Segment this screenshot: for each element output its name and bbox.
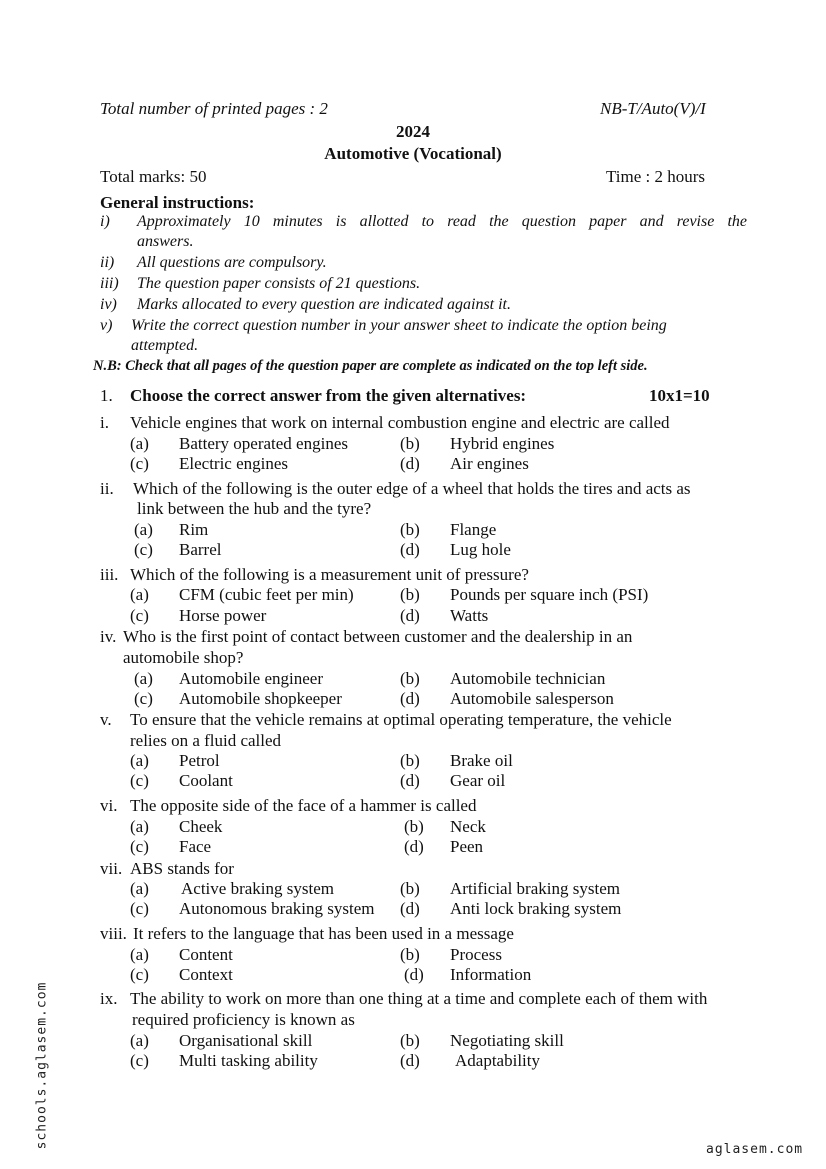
section-title: Choose the correct answer from the given alternatives:: [130, 386, 527, 405]
section-number: 1.: [100, 386, 113, 405]
option-text: Petrol: [179, 751, 220, 770]
option-text: Anti lock braking system: [450, 899, 622, 918]
option-text: Organisational skill: [179, 1031, 313, 1050]
question-number: iv.: [100, 627, 117, 646]
question-text: To ensure that the vehicle remains at optimal operating temperature, the vehicle: [130, 710, 672, 729]
option-text: Hybrid engines: [450, 434, 555, 453]
option-label: (c): [130, 606, 149, 625]
option-text: Electric engines: [179, 454, 289, 473]
option-label: (d): [400, 454, 420, 473]
instruction-text: Approximately 10 minutes is allotted to read the question paper and revise the: [137, 213, 747, 230]
question-number: viii.: [100, 924, 127, 943]
option-label: (b): [400, 669, 420, 688]
section-marks: 10x1=10: [649, 386, 710, 405]
instruction-num: iii): [100, 275, 119, 292]
option-text: Face: [179, 837, 212, 856]
option-label: (b): [400, 879, 420, 898]
question-text: relies on a fluid called: [130, 731, 282, 750]
option-label: (a): [134, 520, 153, 539]
option-text: Information: [450, 965, 532, 984]
option-text: Rim: [179, 520, 209, 539]
question-text: The ability to work on more than one thing at a time and complete each of them with: [130, 989, 708, 1008]
option-label: (c): [130, 899, 149, 918]
option-label: (b): [400, 945, 420, 964]
option-text: Content: [179, 945, 233, 964]
option-label: (a): [130, 945, 149, 964]
option-label: (b): [400, 434, 420, 453]
option-text: Artificial braking system: [450, 879, 620, 898]
option-label: (b): [404, 817, 424, 836]
option-label: (d): [400, 899, 420, 918]
subject-title: Automotive (Vocational): [324, 144, 502, 163]
question-text: Who is the first point of contact between customer and the dealership in an: [123, 627, 633, 646]
option-label: (a): [130, 1031, 149, 1050]
instruction-text: Marks allocated to every question are indicated against it.: [137, 296, 511, 313]
side-watermark: schools.aglasem.com: [34, 981, 50, 1150]
question-text: Vehicle engines that work on internal combustion engine and electric are called: [130, 413, 670, 432]
option-label: (a): [134, 669, 153, 688]
question-number: iii.: [100, 565, 119, 584]
option-label: (c): [130, 454, 149, 473]
option-label: (d): [404, 837, 424, 856]
instruction-text: answers.: [137, 233, 194, 250]
footer-watermark: aglasem.com: [706, 1142, 804, 1157]
option-label: (a): [130, 434, 149, 453]
paper-code: NB-T/Auto(V)/I: [600, 99, 706, 118]
option-text: Multi tasking ability: [179, 1051, 318, 1070]
question-text: link between the hub and the tyre?: [137, 499, 372, 518]
option-text: Gear oil: [450, 771, 506, 790]
option-text: Cheek: [179, 817, 223, 836]
option-label: (d): [400, 606, 420, 625]
option-label: (d): [400, 540, 420, 559]
option-label: (b): [400, 751, 420, 770]
instruction-num: i): [100, 213, 110, 230]
option-label: (a): [130, 585, 149, 604]
option-label: (c): [134, 689, 153, 708]
option-text: Watts: [450, 606, 489, 625]
instruction-num: iv): [100, 296, 117, 313]
instructions-title: General instructions:: [100, 193, 255, 212]
option-label: (a): [130, 817, 149, 836]
instruction-text: Write the correct question number in your answer sheet to indicate the option being: [131, 317, 667, 334]
question-number: vii.: [100, 859, 123, 878]
question-text: Which of the following is the outer edge of a wheel that holds the tires and acts as: [133, 479, 691, 498]
option-text: CFM (cubic feet per min): [179, 585, 354, 604]
total-marks: Total marks: 50: [100, 167, 207, 186]
option-label: (b): [400, 520, 420, 539]
option-label: (d): [404, 965, 424, 984]
question-text: It refers to the language that has been used in a message: [133, 924, 514, 943]
printed-pages-note: Total number of printed pages : 2: [100, 99, 328, 118]
question-text: required proficiency is known as: [132, 1010, 355, 1029]
option-text: Process: [450, 945, 502, 964]
option-text: Adaptability: [455, 1051, 540, 1070]
option-label: (c): [130, 965, 149, 984]
question-number: ix.: [100, 989, 118, 1008]
question-number: v.: [100, 710, 112, 729]
option-text: Peen: [450, 837, 484, 856]
option-label: (c): [130, 771, 149, 790]
instruction-text: The question paper consists of 21 questions.: [137, 275, 421, 292]
option-text: Automobile salesperson: [450, 689, 614, 708]
instruction-num: ii): [100, 254, 115, 271]
option-text: Flange: [450, 520, 497, 539]
option-label: (a): [130, 751, 149, 770]
option-label: (d): [400, 689, 420, 708]
option-text: Context: [179, 965, 233, 984]
option-text: Autonomous braking system: [179, 899, 375, 918]
option-text: Horse power: [179, 606, 267, 625]
question-number: i.: [100, 413, 109, 432]
instruction-text: All questions are compulsory.: [137, 254, 327, 271]
option-text: Battery operated engines: [179, 434, 348, 453]
option-label: (d): [400, 771, 420, 790]
option-text: Automobile engineer: [179, 669, 323, 688]
question-text: Which of the following is a measurement unit of pressure?: [130, 565, 529, 584]
exam-year: 2024: [396, 122, 430, 141]
option-label: (c): [130, 1051, 149, 1070]
option-text: Barrel: [179, 540, 222, 559]
instruction-num: v): [100, 317, 113, 334]
instruction-text: attempted.: [131, 337, 199, 354]
option-label: (c): [130, 837, 149, 856]
option-text: Active braking system: [181, 879, 334, 898]
question-number: vi.: [100, 796, 118, 815]
option-text: Coolant: [179, 771, 233, 790]
option-text: Pounds per square inch (PSI): [450, 585, 649, 604]
question-text: The opposite side of the face of a hammer is called: [130, 796, 477, 815]
option-text: Neck: [450, 817, 486, 836]
question-text: automobile shop?: [123, 648, 244, 667]
option-label: (d): [400, 1051, 420, 1070]
option-label: (b): [400, 1031, 420, 1050]
option-text: Negotiating skill: [450, 1031, 564, 1050]
option-text: Brake oil: [450, 751, 513, 770]
question-number: ii.: [100, 479, 114, 498]
nb-note: N.B: Check that all pages of the question paper are complete as indicated on the top left side.: [93, 358, 648, 374]
option-label: (a): [130, 879, 149, 898]
option-label: (c): [134, 540, 153, 559]
option-label: (b): [400, 585, 420, 604]
option-text: Air engines: [450, 454, 529, 473]
question-text: ABS stands for: [130, 859, 234, 878]
option-text: Automobile technician: [450, 669, 606, 688]
option-text: Automobile shopkeeper: [179, 689, 342, 708]
option-text: Lug hole: [450, 540, 511, 559]
time-allowed: Time : 2 hours: [606, 167, 706, 186]
